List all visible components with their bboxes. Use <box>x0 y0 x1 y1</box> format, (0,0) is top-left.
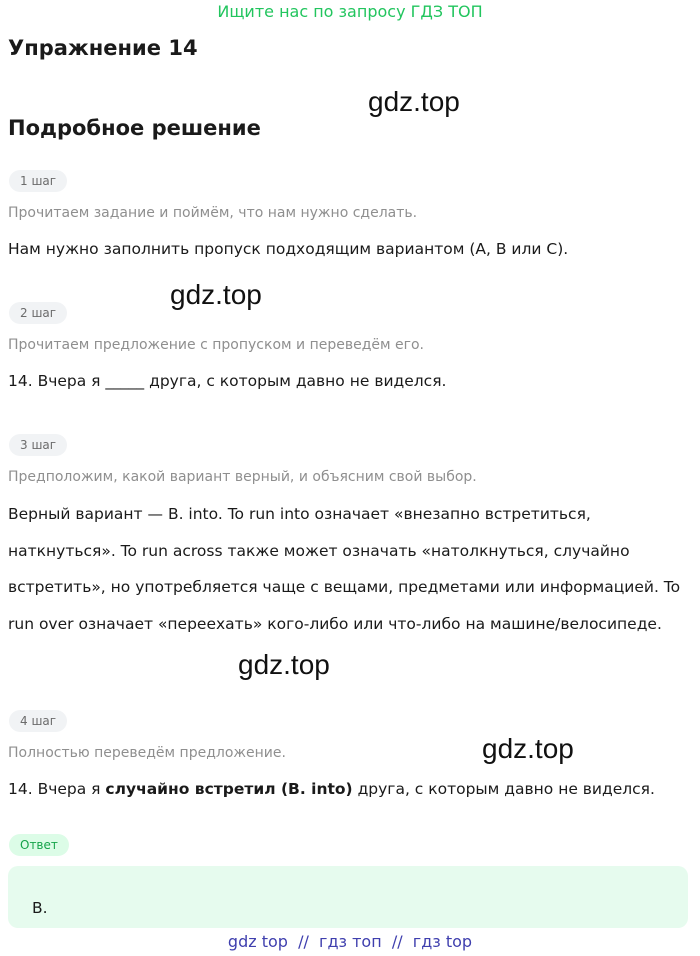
answer-value: B. <box>32 899 48 917</box>
step-4-badge <box>9 710 67 732</box>
step-2-badge <box>9 302 67 324</box>
step-label: 4 шаг <box>9 710 67 732</box>
step-2-hint: Прочитаем предложение с пропуском и переведём его. <box>8 337 424 353</box>
step-3-badge <box>9 434 67 456</box>
answer-box <box>8 866 688 928</box>
footer-links: gdz top // гдз топ // гдз top <box>227 932 473 951</box>
search-banner: Ищите нас по запросу ГДЗ ТОП <box>217 2 483 21</box>
watermark: gdz.top <box>482 733 574 764</box>
step-4-text-bold: случайно встретил (B. into) <box>105 780 353 798</box>
step-1-hint: Прочитаем задание и поймём, что нам нужно сделать. <box>8 205 418 221</box>
watermark: gdz.top <box>368 86 460 117</box>
step-4-text-after: друга, с которым давно не виделся. <box>352 780 655 798</box>
step-label: 2 шаг <box>9 302 67 324</box>
answer-label: Ответ <box>9 834 69 856</box>
watermark: gdz.top <box>170 279 262 310</box>
watermark: gdz.top <box>238 649 330 680</box>
step-2-text: 14. Вчера я _____ друга, с которым давно не виделся. <box>8 372 447 390</box>
step-4-text-before: 14. Вчера я <box>8 780 106 798</box>
step-label: 1 шаг <box>9 170 67 192</box>
step-4-text <box>8 780 655 798</box>
step-1-text: Нам нужно заполнить пропуск подходящим вариантом (A, B или C). <box>8 240 569 258</box>
step-1-badge <box>9 170 67 192</box>
step-3-hint: Предположим, какой вариант верный, и объясним свой выбор. <box>8 469 477 485</box>
step-label: 3 шаг <box>9 434 67 456</box>
exercise-title: Упражнение 14 <box>8 36 198 60</box>
section-title: Подробное решение <box>8 116 261 140</box>
step-4-hint: Полностью переведём предложение. <box>8 745 286 761</box>
step-3-text: Верный вариант — B. into. To run into означает «внезапно встретиться, наткнуться». To run across также может означать «натолкнуться, случайно встретить», но употребляется чаще с вещами, предметами или информацией. To run over означает «переехать» кого-либо или что-либо на машине/велосипеде. <box>8 505 681 633</box>
answer-badge <box>9 834 69 856</box>
